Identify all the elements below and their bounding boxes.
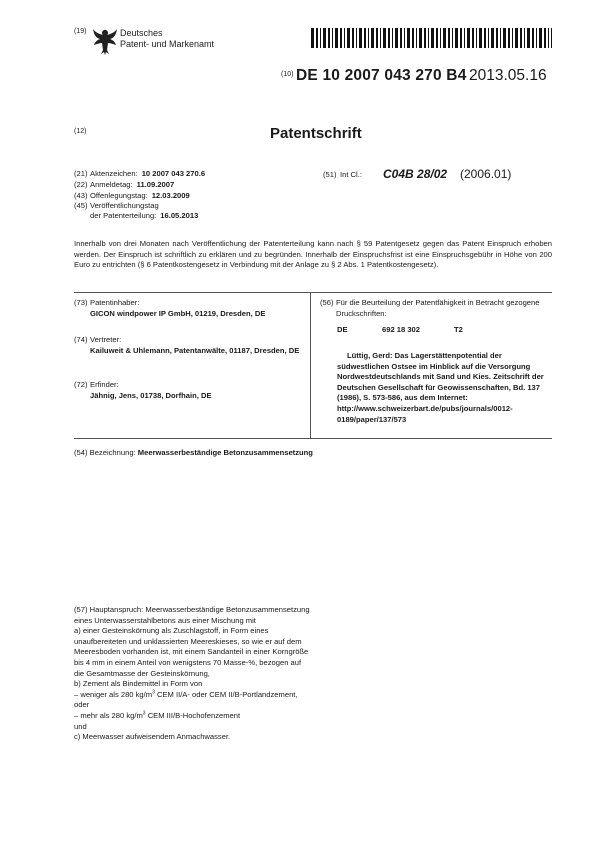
cited-patent-kind: T2: [454, 325, 463, 334]
claim-text: – weniger als 280 kg/m: [74, 689, 153, 699]
citations-label: Für die Beurteilung der Patentfähigkeit in Betracht gezogene Druckschriften:: [336, 298, 540, 318]
citations-code: (56): [320, 298, 334, 307]
claim-text: CEM II/A- oder CEM II/B-Portlandzement,: [154, 689, 298, 699]
biblio-row-grant-date: [74, 211, 198, 221]
claim-intro: Meerwasserbeständige Betonzusammensetzung eines Unterwasserstahlbetons aus einer Mischung mit: [74, 605, 310, 625]
party-code: (74): [74, 335, 88, 344]
office-name-line1: Deutsches: [120, 28, 163, 38]
section-19-code: (19): [74, 28, 87, 35]
ipc-label: Int Cl.:: [340, 170, 362, 179]
cited-patent-country: DE: [337, 325, 348, 334]
claim-item-b1: [74, 690, 310, 701]
biblio-code: (22): [74, 180, 88, 189]
ipc-version: (2006.01): [460, 167, 512, 181]
grant-date: 16.05.2013: [160, 211, 199, 220]
inventor-value: Jähnig, Jens, 01738, Dorfhain, DE: [90, 390, 212, 400]
party-label: Patentinhaber:: [90, 298, 140, 307]
claim-and: und: [74, 721, 87, 731]
ipc-code: (51): [323, 170, 337, 179]
party-label: Vertreter:: [90, 335, 122, 344]
invention-title: [74, 448, 313, 457]
office-name-line2: Patent- und Markenamt: [120, 39, 215, 49]
claim-text: – mehr als 280 kg/m: [74, 710, 143, 720]
claim-or: oder: [74, 700, 90, 710]
biblio-label: der Patenterteilung:: [90, 211, 157, 220]
section-12-code: (12): [74, 128, 87, 135]
patent-holder: [74, 298, 306, 319]
office-name: [120, 28, 214, 50]
title-code: (54): [74, 448, 88, 457]
divider-bottom: [74, 438, 552, 439]
party-code: (72): [74, 380, 88, 389]
claim-intro-line: [74, 605, 310, 626]
superscript: 3: [142, 710, 146, 717]
claim-item-c: c) Meerwasser aufweisendem Anmachwasser.: [74, 732, 231, 742]
document-barcode: [311, 28, 552, 48]
main-claim: [74, 605, 310, 743]
claim-item-a: a) einer Gesteinskörnung als Zuschlagstoff, in Form eines unaufbereiteten und unklassierten Meereskieses, so wie er auf dem Meeresboden vorhanden ist, mit einem Sandanteil in einer Korngröße bis 4 mm in einem Anteil von wenigstens 70 Masse-%, bezogen auf die Gesamtmasse der Gesteinskörnung,: [74, 626, 309, 678]
biblio-row-grant-date-label: [74, 201, 159, 211]
representative: [74, 335, 306, 356]
biblio-label: Aktenzeichen:: [90, 169, 138, 178]
cited-patent: [337, 325, 463, 334]
biblio-code: (45): [74, 201, 88, 210]
document-type-title: Patentschrift: [270, 125, 362, 142]
citations-heading: [320, 298, 552, 319]
claim-label: Hauptanspruch:: [89, 605, 144, 614]
biblio-code: (43): [74, 191, 88, 200]
federal-eagle-logo: [91, 26, 119, 56]
filing-date: 11.09.2007: [136, 180, 175, 189]
ipc-classification: C04B 28/02: [383, 167, 448, 181]
application-number: 10 2007 043 270.6: [141, 169, 206, 178]
biblio-row-publication-date: [74, 191, 190, 201]
biblio-label: Veröffentlichungstag: [90, 201, 159, 210]
patent-holder-value: GICON windpower IP GmbH, 01219, Dresden, DE: [90, 308, 266, 318]
cited-literature: Lüttig, Gerd: Das Lagerstättenpotential der südwestlichen Ostsee im Hinblick auf die Versorgung Nordwestdeutschlands mit Sand und Kies. Zeitschrift der Deutschen Gesellschaft für Geowissenschaften, Bd. 137 (1986), S. 573-586, aus dem Internet: http://www.schweizerbart.de/pubs/journals/0012-0189/paper/137/573: [337, 351, 544, 424]
claim-item-b: b) Zement als Bindemittel in Form von: [74, 679, 203, 689]
publication-date: 12.03.2009: [151, 191, 190, 200]
document-number: DE 10 2007 043 270 B4: [296, 67, 467, 84]
representative-value: Kailuweit & Uhlemann, Patentanwälte, 01187, Dresden, DE: [90, 345, 300, 355]
party-code: (73): [74, 298, 88, 307]
claim-text: CEM III/B-Hochofenzement: [145, 710, 241, 720]
biblio-label: Anmeldetag:: [90, 180, 133, 189]
party-label: Erfinder:: [90, 380, 119, 389]
opposition-notice: Innerhalb von drei Monaten nach Veröffentlichung der Patenterteilung kann nach § 59 Patentgesetz gegen das Patent Einspruch erhoben werden. Der Einspruch ist schriftlich zu erklären und zu begründen. Innerhalb der Einspruchsfrist ist eine Einspruchsgebühr in Höhe von 200 Euro zu entrichten (§ 6 Patentkostengesetz in Verbindung mit der Anlage zu § 2 Abs. 1 Patentkostengesetz).: [74, 239, 552, 270]
inventor: [74, 380, 306, 401]
claim-code: (57): [74, 605, 88, 614]
biblio-code: (21): [74, 169, 88, 178]
claim-item-b2: [74, 711, 310, 722]
divider-column: [310, 292, 311, 438]
biblio-row-filing-date: [74, 180, 174, 190]
superscript: 3: [152, 689, 155, 696]
document-date: 2013.05.16: [469, 67, 547, 84]
cited-patent-number: 692 18 302: [382, 325, 421, 334]
title-label: Bezeichnung:: [89, 448, 136, 457]
biblio-label: Offenlegungstag:: [90, 191, 148, 200]
divider-top: [74, 292, 552, 293]
biblio-row-application-number: [74, 169, 205, 179]
title-value: Meerwasserbeständige Betonzusammensetzung: [137, 448, 313, 457]
section-10-code: (10): [281, 71, 294, 78]
